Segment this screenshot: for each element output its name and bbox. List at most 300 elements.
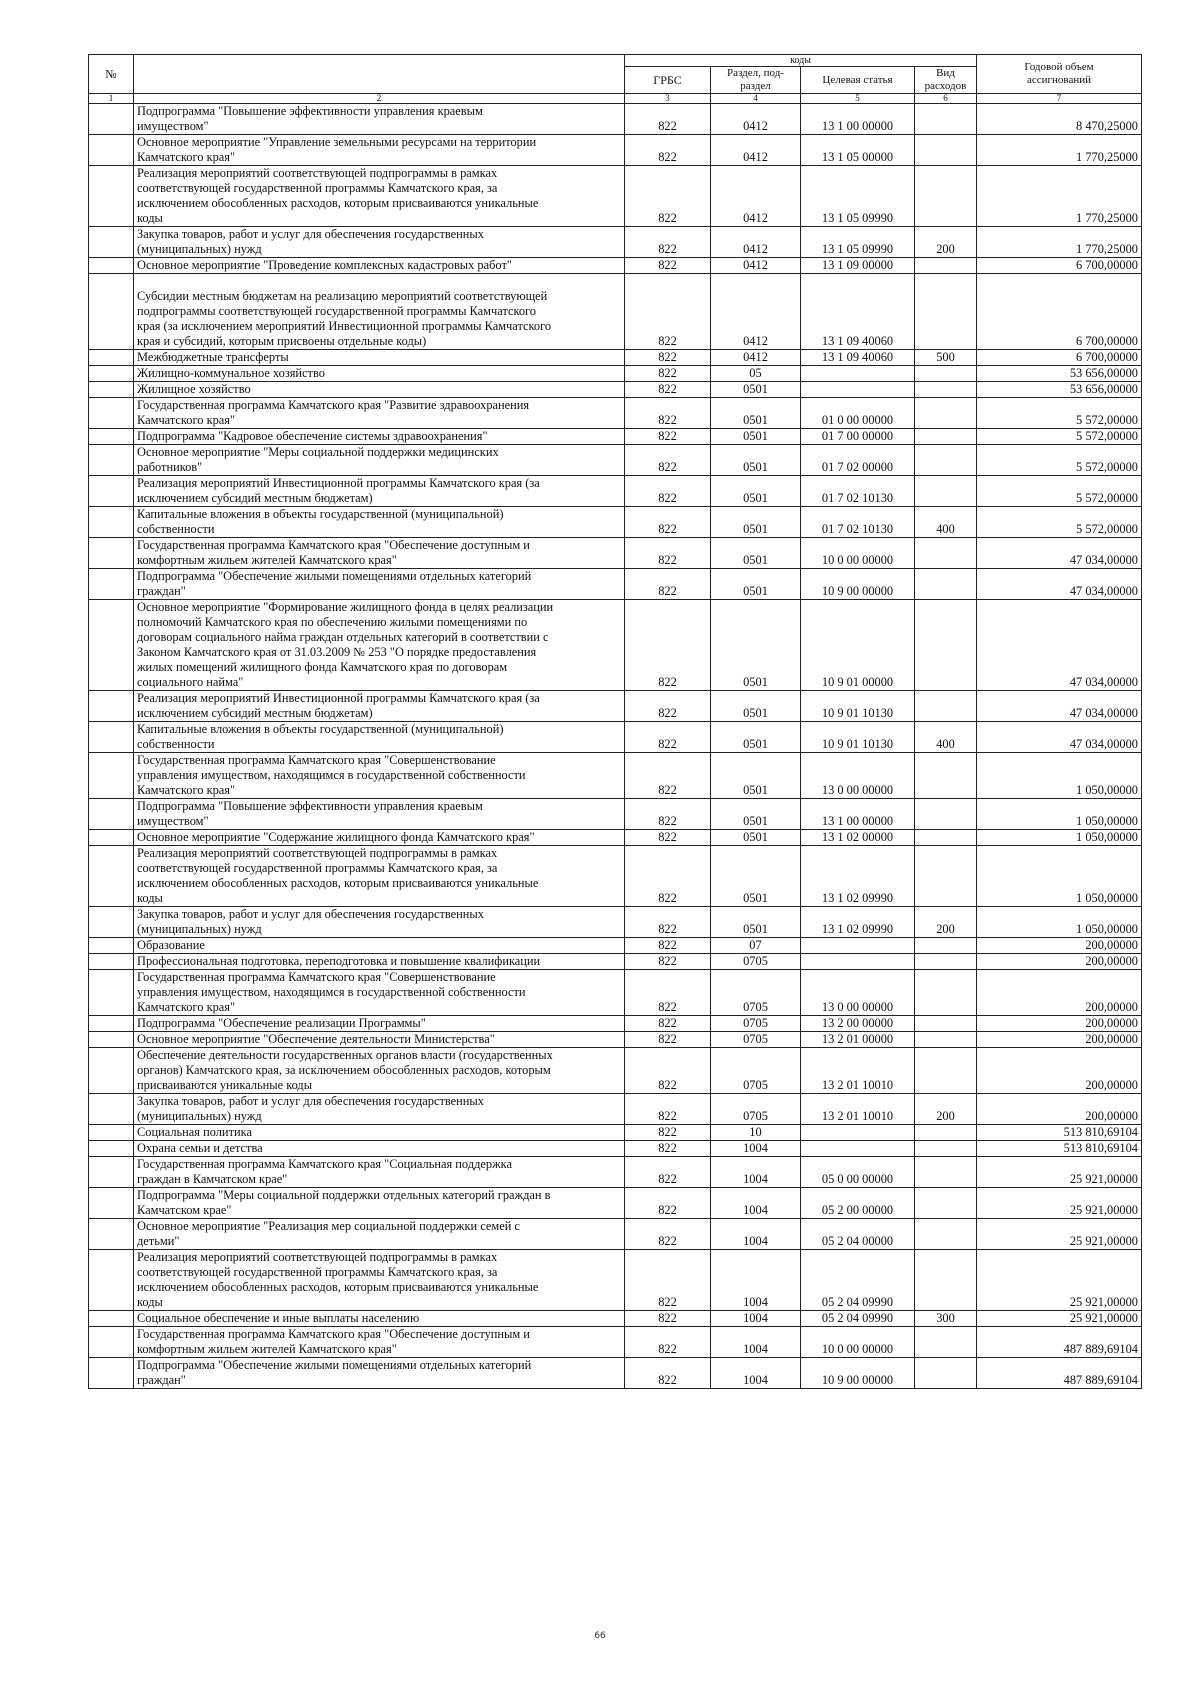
row-section: 1004 [711,1250,801,1311]
row-kind [915,1358,977,1389]
row-grbs: 822 [625,398,711,429]
row-grbs: 822 [625,382,711,398]
row-amount: 47 034,00000 [977,538,1142,569]
table-row [89,569,1142,600]
row-target: 13 1 02 09990 [801,907,915,938]
row-index-cell [89,691,134,722]
row-grbs: 822 [625,1188,711,1219]
row-grbs: 822 [625,970,711,1016]
row-name: Реализация мероприятий соответствующей подпрограммы в рамках соответствующей государственной программы Камчатского края, за исключением обособленных расходов, которым присваиваются уникальные коды [134,166,625,227]
budget-table [88,54,1142,1389]
row-target: 05 2 00 00000 [801,1188,915,1219]
row-grbs: 822 [625,830,711,846]
row-amount: 513 810,69104 [977,1125,1142,1141]
col-num-3: 3 [625,94,711,104]
row-grbs: 822 [625,722,711,753]
row-kind [915,600,977,691]
row-name: Охрана семьи и детства [134,1141,625,1157]
row-section: 0501 [711,382,801,398]
row-target: 13 1 05 09990 [801,166,915,227]
row-amount: 47 034,00000 [977,722,1142,753]
row-name: Капитальные вложения в объекты государственной (муниципальной) собственности [134,507,625,538]
table-row [89,846,1142,907]
row-index-cell [89,1048,134,1094]
row-kind [915,970,977,1016]
row-section: 0501 [711,398,801,429]
row-target: 13 2 01 00000 [801,1032,915,1048]
row-kind: 300 [915,1311,977,1327]
table-row [89,1219,1142,1250]
row-amount: 200,00000 [977,1016,1142,1032]
row-kind [915,382,977,398]
row-amount: 200,00000 [977,1032,1142,1048]
row-kind [915,1032,977,1048]
row-kind: 200 [915,1094,977,1125]
row-target [801,366,915,382]
row-name: Субсидии местным бюджетам на реализацию мероприятий соответствующей подпрограммы соответствующей государственной программы Камчатского края (за исключением мероприятий Инвестиционной программы Камчатского края и субсидий, которым присвоены отдельные коды) [134,274,625,350]
row-kind [915,274,977,350]
row-amount: 200,00000 [977,938,1142,954]
row-amount: 1 770,25000 [977,135,1142,166]
table-row [89,350,1142,366]
row-grbs: 822 [625,1094,711,1125]
row-kind: 500 [915,350,977,366]
row-section: 0501 [711,569,801,600]
row-grbs: 822 [625,476,711,507]
row-target: 13 1 09 40060 [801,350,915,366]
row-section: 0412 [711,227,801,258]
row-target: 10 0 00 00000 [801,538,915,569]
row-amount: 1 050,00000 [977,907,1142,938]
row-kind [915,938,977,954]
table-row [89,907,1142,938]
row-amount: 5 572,00000 [977,507,1142,538]
row-section: 0501 [711,507,801,538]
row-target: 01 7 02 10130 [801,507,915,538]
col-num-5: 5 [801,94,915,104]
row-amount: 25 921,00000 [977,1219,1142,1250]
row-name: Закупка товаров, работ и услуг для обеспечения государственных (муниципальных) нужд [134,227,625,258]
row-grbs: 822 [625,258,711,274]
row-section: 0412 [711,258,801,274]
row-section: 0501 [711,600,801,691]
row-amount: 25 921,00000 [977,1157,1142,1188]
table-row [89,1032,1142,1048]
row-name: Государственная программа Камчатского края "Обеспечение доступным и комфортным жильем жителей Камчатского края" [134,1327,625,1358]
table-row [89,970,1142,1016]
row-section: 07 [711,938,801,954]
row-amount: 200,00000 [977,970,1142,1016]
row-kind [915,753,977,799]
table-row [89,1250,1142,1311]
row-name: Реализация мероприятий соответствующей подпрограммы в рамках соответствующей государственной программы Камчатского края, за исключением обособленных расходов, которым присваиваются уникальные коды [134,846,625,907]
row-grbs: 822 [625,954,711,970]
row-section: 0501 [711,722,801,753]
row-target: 13 1 02 00000 [801,830,915,846]
row-name: Государственная программа Камчатского края "Совершенствование управления имуществом, находящимся в государственной собственности Камчатского края" [134,970,625,1016]
row-kind: 400 [915,722,977,753]
row-grbs: 822 [625,135,711,166]
row-grbs: 822 [625,907,711,938]
row-name: Основное мероприятие "Содержание жилищного фонда Камчатского края" [134,830,625,846]
row-section: 0705 [711,954,801,970]
row-grbs: 822 [625,166,711,227]
col-num-4: 4 [711,94,801,104]
row-target: 13 2 01 10010 [801,1094,915,1125]
row-grbs: 822 [625,600,711,691]
row-kind [915,1327,977,1358]
row-index-cell [89,476,134,507]
row-index-cell [89,600,134,691]
row-kind [915,1125,977,1141]
row-name: Основное мероприятие "Формирование жилищного фонда в целях реализации полномочий Камчатского края по обеспечению жилыми помещениями по договорам социального найма граждан отдельных категорий в соответствии с Законом Камчатского края от 31.03.2009 № 253 "О порядке предоставления жилых помещений жилищного фонда Камчатского края по договорам социального найма" [134,600,625,691]
row-section: 0501 [711,846,801,907]
row-kind [915,830,977,846]
table-row [89,691,1142,722]
row-amount: 1 770,25000 [977,227,1142,258]
row-name: Закупка товаров, работ и услуг для обеспечения государственных (муниципальных) нужд [134,907,625,938]
row-grbs: 822 [625,1250,711,1311]
row-name: Реализация мероприятий соответствующей подпрограммы в рамках соответствующей государственной программы Камчатского края, за исключением обособленных расходов, которым присваиваются уникальные коды [134,1250,625,1311]
header-target: Целевая статья [801,67,915,94]
row-kind [915,799,977,830]
row-grbs: 822 [625,227,711,258]
row-name: Жилищное хозяйство [134,382,625,398]
row-index-cell [89,274,134,350]
row-kind [915,1250,977,1311]
row-kind [915,429,977,445]
row-kind: 400 [915,507,977,538]
row-name: Основное мероприятие "Проведение комплексных кадастровых работ" [134,258,625,274]
row-index-cell [89,907,134,938]
row-target [801,1125,915,1141]
row-index-cell [89,135,134,166]
row-amount: 200,00000 [977,1094,1142,1125]
row-name: Подпрограмма "Обеспечение жилыми помещениями отдельных категорий граждан" [134,1358,625,1389]
row-name: Государственная программа Камчатского края "Социальная поддержка граждан в Камчатском крае" [134,1157,625,1188]
row-index-cell [89,258,134,274]
row-target: 01 7 02 00000 [801,445,915,476]
row-index-cell [89,1327,134,1358]
table-row [89,382,1142,398]
row-section: 1004 [711,1311,801,1327]
row-name: Государственная программа Камчатского края "Развитие здравоохранения Камчатского края" [134,398,625,429]
row-index-cell [89,445,134,476]
col-num-1: 1 [89,94,134,104]
row-grbs: 822 [625,1219,711,1250]
header-grbs: ГРБС [625,67,711,94]
row-target [801,1141,915,1157]
row-section: 10 [711,1125,801,1141]
row-kind [915,691,977,722]
row-amount: 5 572,00000 [977,429,1142,445]
row-section: 0705 [711,1032,801,1048]
row-index-cell [89,1032,134,1048]
row-amount: 200,00000 [977,954,1142,970]
row-index-cell [89,1125,134,1141]
table-row [89,799,1142,830]
row-index-cell [89,830,134,846]
row-kind [915,366,977,382]
table-row [89,429,1142,445]
row-amount: 1 770,25000 [977,166,1142,227]
table-row [89,366,1142,382]
row-index-cell [89,366,134,382]
row-amount: 1 050,00000 [977,799,1142,830]
row-kind [915,846,977,907]
row-section: 0412 [711,166,801,227]
row-index-cell [89,799,134,830]
row-amount: 53 656,00000 [977,382,1142,398]
row-name: Подпрограмма "Обеспечение реализации Программы" [134,1016,625,1032]
row-name: Основное мероприятие "Обеспечение деятельности Министерства" [134,1032,625,1048]
row-section: 0705 [711,970,801,1016]
row-section: 0412 [711,104,801,135]
row-target: 13 1 00 00000 [801,104,915,135]
row-target: 01 0 00 00000 [801,398,915,429]
row-grbs: 822 [625,1157,711,1188]
row-target [801,954,915,970]
row-amount: 1 050,00000 [977,753,1142,799]
page-number: 66 [594,1631,606,1641]
row-grbs: 822 [625,507,711,538]
row-target: 10 9 00 00000 [801,569,915,600]
row-name: Подпрограмма "Повышение эффективности управления краевым имуществом" [134,799,625,830]
row-index-cell [89,1141,134,1157]
row-amount: 47 034,00000 [977,691,1142,722]
row-amount: 5 572,00000 [977,398,1142,429]
header-volume: Годовой объем ассигнований [977,55,1142,94]
row-index-cell [89,227,134,258]
header-codes: коды [625,55,977,67]
table-row [89,1188,1142,1219]
row-kind: 200 [915,227,977,258]
row-kind: 200 [915,907,977,938]
row-target: 13 1 09 40060 [801,274,915,350]
row-section: 0501 [711,429,801,445]
row-target: 13 1 05 09990 [801,227,915,258]
row-section: 1004 [711,1188,801,1219]
row-target: 10 9 01 00000 [801,600,915,691]
row-kind [915,135,977,166]
row-target: 13 1 00 00000 [801,799,915,830]
row-section: 0705 [711,1094,801,1125]
row-grbs: 822 [625,1311,711,1327]
row-index-cell [89,970,134,1016]
row-index-cell [89,350,134,366]
row-target: 13 1 05 00000 [801,135,915,166]
table-row [89,258,1142,274]
row-kind [915,1048,977,1094]
row-kind [915,954,977,970]
row-index-cell [89,507,134,538]
table-row [89,538,1142,569]
row-name: Межбюджетные трансферты [134,350,625,366]
row-section: 0501 [711,799,801,830]
row-grbs: 822 [625,1125,711,1141]
row-amount: 6 700,00000 [977,258,1142,274]
row-name: Подпрограмма "Кадровое обеспечение системы здравоохранения" [134,429,625,445]
row-grbs: 822 [625,429,711,445]
table-row [89,1327,1142,1358]
row-index-cell [89,1094,134,1125]
row-section: 05 [711,366,801,382]
row-index-cell [89,398,134,429]
row-index-cell [89,954,134,970]
row-amount: 513 810,69104 [977,1141,1142,1157]
row-index-cell [89,1188,134,1219]
row-kind [915,258,977,274]
row-section: 0412 [711,274,801,350]
row-name: Реализация мероприятий Инвестиционной программы Камчатского края (за исключением субсидий местным бюджетам) [134,691,625,722]
row-index-cell [89,938,134,954]
row-name: Основное мероприятие "Реализация мер социальной поддержки семей с детьми" [134,1219,625,1250]
row-target: 05 2 04 00000 [801,1219,915,1250]
row-amount: 6 700,00000 [977,350,1142,366]
row-section: 0501 [711,538,801,569]
table-row [89,830,1142,846]
row-grbs: 822 [625,1048,711,1094]
table-row [89,166,1142,227]
row-amount: 25 921,00000 [977,1188,1142,1219]
row-kind [915,104,977,135]
row-amount: 5 572,00000 [977,476,1142,507]
row-amount: 487 889,69104 [977,1327,1142,1358]
row-section: 0412 [711,135,801,166]
table-row [89,938,1142,954]
row-amount: 47 034,00000 [977,600,1142,691]
row-index-cell [89,753,134,799]
row-amount: 6 700,00000 [977,274,1142,350]
row-name: Государственная программа Камчатского края "Обеспечение доступным и комфортным жильем жителей Камчатского края" [134,538,625,569]
row-index-cell [89,846,134,907]
row-name: Подпрограмма "Меры социальной поддержки отдельных категорий граждан в Камчатском крае" [134,1188,625,1219]
row-amount: 5 572,00000 [977,445,1142,476]
table-row [89,227,1142,258]
row-name: Обеспечение деятельности государственных органов власти (государственных органов) Камчатского края, за исключением обособленных расходов, которым присваиваются уникальные коды [134,1048,625,1094]
row-index-cell [89,569,134,600]
row-target: 13 1 09 00000 [801,258,915,274]
row-amount: 25 921,00000 [977,1250,1142,1311]
row-target: 13 0 00 00000 [801,970,915,1016]
row-kind [915,1188,977,1219]
col-num-6: 6 [915,94,977,104]
row-amount: 200,00000 [977,1048,1142,1094]
row-section: 1004 [711,1219,801,1250]
row-amount: 1 050,00000 [977,846,1142,907]
row-index-cell [89,1250,134,1311]
row-kind [915,1141,977,1157]
row-kind [915,569,977,600]
row-name: Реализация мероприятий Инвестиционной программы Камчатского края (за исключением субсидий местным бюджетам) [134,476,625,507]
row-section: 0501 [711,476,801,507]
row-target: 10 0 00 00000 [801,1327,915,1358]
row-section: 0412 [711,350,801,366]
row-index-cell [89,1358,134,1389]
row-amount: 53 656,00000 [977,366,1142,382]
row-grbs: 822 [625,938,711,954]
row-grbs: 822 [625,274,711,350]
table-row [89,1016,1142,1032]
row-name: Основное мероприятие "Меры социальной поддержки медицинских работников" [134,445,625,476]
header-section: Раздел, под- раздел [711,67,801,94]
row-kind [915,476,977,507]
row-kind [915,445,977,476]
row-index-cell [89,429,134,445]
row-name: Подпрограмма "Повышение эффективности управления краевым имуществом" [134,104,625,135]
row-index-cell [89,166,134,227]
row-target: 05 2 04 09990 [801,1311,915,1327]
header-name [134,55,625,94]
table-row [89,507,1142,538]
row-name: Основное мероприятие "Управление земельными ресурсами на территории Камчатского края" [134,135,625,166]
row-target: 10 9 01 10130 [801,691,915,722]
row-target: 13 0 00 00000 [801,753,915,799]
table-row [89,722,1142,753]
table-body [89,104,1142,1389]
row-section: 1004 [711,1141,801,1157]
row-amount: 47 034,00000 [977,569,1142,600]
table-row [89,1358,1142,1389]
row-name: Образование [134,938,625,954]
row-name: Профессиональная подготовка, переподготовка и повышение квалификации [134,954,625,970]
row-kind [915,538,977,569]
row-name: Социальное обеспечение и иные выплаты населению [134,1311,625,1327]
row-target: 01 7 02 10130 [801,476,915,507]
row-amount: 8 470,25000 [977,104,1142,135]
col-num-2: 2 [134,94,625,104]
row-name: Подпрограмма "Обеспечение жилыми помещениями отдельных категорий граждан" [134,569,625,600]
row-index-cell [89,1311,134,1327]
table-row [89,753,1142,799]
table-row [89,1157,1142,1188]
table-row [89,1048,1142,1094]
col-num-7: 7 [977,94,1142,104]
row-name: Государственная программа Камчатского края "Совершенствование управления имуществом, находящимся в государственной собственности Камчатского края" [134,753,625,799]
row-index-cell [89,538,134,569]
header-number: № [89,55,134,94]
row-index-cell [89,1157,134,1188]
row-grbs: 822 [625,1032,711,1048]
row-grbs: 822 [625,753,711,799]
table-row [89,398,1142,429]
row-index-cell [89,382,134,398]
row-kind [915,1016,977,1032]
row-target [801,938,915,954]
row-grbs: 822 [625,1327,711,1358]
row-target: 13 2 00 00000 [801,1016,915,1032]
table-row [89,1094,1142,1125]
row-kind [915,398,977,429]
table-row [89,476,1142,507]
row-grbs: 822 [625,1358,711,1389]
table-row [89,274,1142,350]
table-row [89,600,1142,691]
row-amount: 25 921,00000 [977,1311,1142,1327]
row-index-cell [89,722,134,753]
row-kind [915,1219,977,1250]
row-target: 10 9 01 10130 [801,722,915,753]
row-target: 01 7 00 00000 [801,429,915,445]
budget-page [88,54,1141,1389]
row-target: 13 2 01 10010 [801,1048,915,1094]
row-section: 1004 [711,1327,801,1358]
row-section: 0501 [711,753,801,799]
row-name: Капитальные вложения в объекты государственной (муниципальной) собственности [134,722,625,753]
row-grbs: 822 [625,538,711,569]
table-header [89,55,1142,104]
row-kind [915,1157,977,1188]
